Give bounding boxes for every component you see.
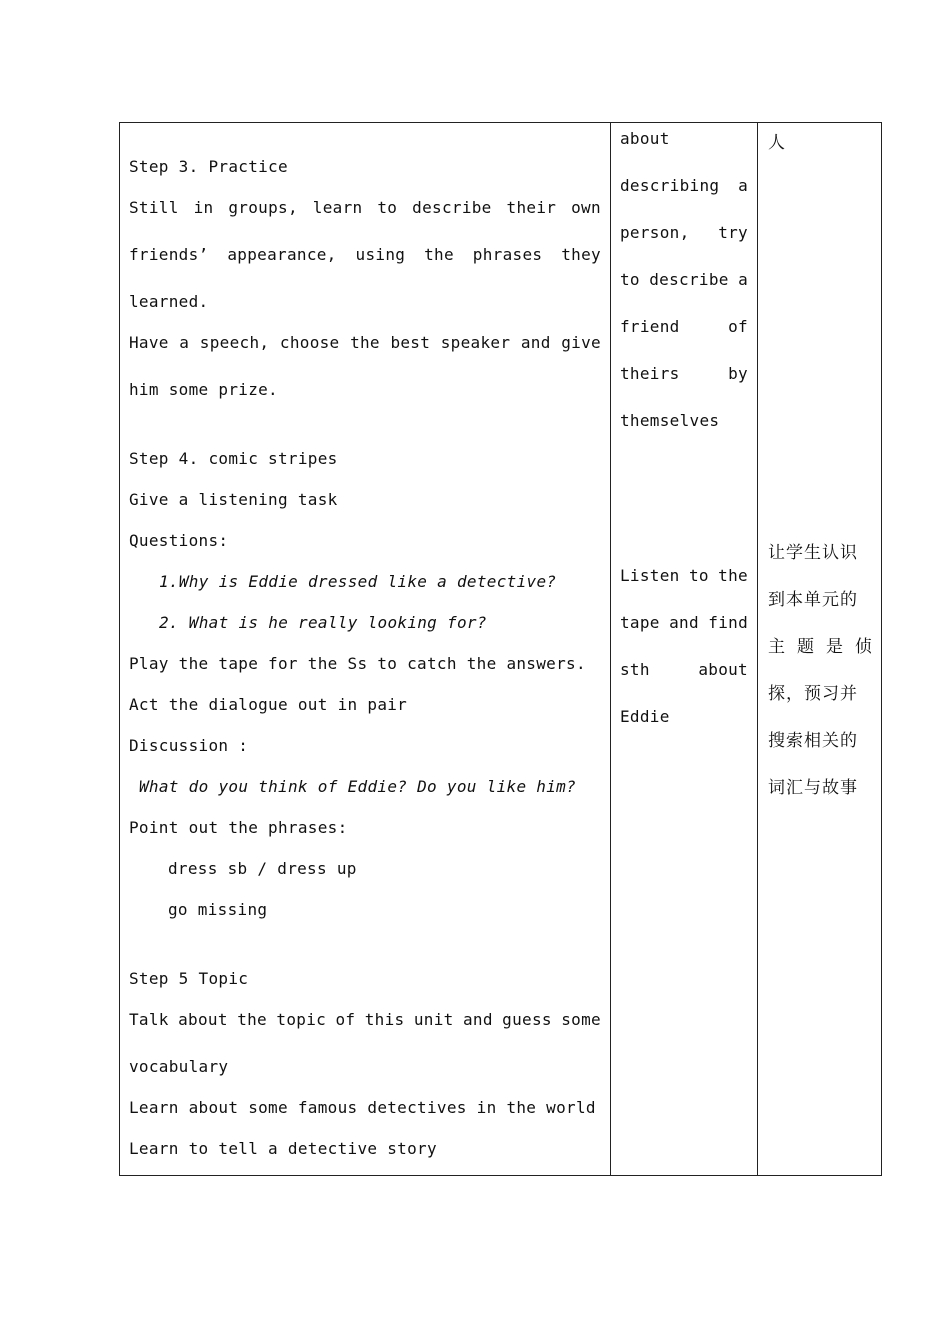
step3-heading: Step 3. Practice xyxy=(129,157,288,176)
discussion-question: What do you think of Eddie? Do you like him? xyxy=(139,777,577,796)
phrases-label: Point out the phrases: xyxy=(129,818,348,837)
activity-text-line: theirs by xyxy=(620,364,748,383)
activity-text-line: themselves xyxy=(620,411,720,430)
activity-text-line: sth about xyxy=(620,660,748,679)
phrase-item: dress sb / dress up xyxy=(168,859,357,878)
intent-text-line: 让学生认识 xyxy=(768,543,858,563)
activity-text-line: describing a xyxy=(620,176,748,195)
step4-text-line: Act the dialogue out in pair xyxy=(129,695,408,714)
activity-text-line: tape and find xyxy=(620,613,748,632)
step5-text-line: Talk about the topic of this unit and guess some xyxy=(129,1010,601,1029)
activity-text-line: to describe a xyxy=(620,270,748,289)
question-2: 2. What is he really looking for? xyxy=(159,613,487,632)
intent-column xyxy=(758,123,881,1175)
step4-heading: Step 4. comic stripes xyxy=(129,449,338,468)
step3-text-line: him some prize. xyxy=(129,380,278,399)
phrase-item: go missing xyxy=(168,900,268,919)
question-1: 1.Why is Eddie dressed like a detective? xyxy=(159,572,557,591)
activity-text-line: Listen to the xyxy=(620,566,748,585)
questions-label: Questions: xyxy=(129,531,229,550)
procedure-column xyxy=(120,123,610,1175)
intent-text-line: 主 题 是 侦 xyxy=(768,637,872,657)
step5-text-line: Learn about some famous detectives in the world xyxy=(129,1098,596,1117)
activity-text-line: friend of xyxy=(620,317,748,336)
intent-text-line: 探，预习并 xyxy=(768,684,858,704)
step5-text-line: vocabulary xyxy=(129,1057,229,1076)
intent-text-line: 人 xyxy=(768,133,786,153)
step3-text-line: Still in groups, learn to describe their own xyxy=(129,198,601,217)
activity-column xyxy=(611,123,757,1175)
activity-text-line: about xyxy=(620,129,670,148)
activity-text-line: Eddie xyxy=(620,707,670,726)
intent-text-line: 词汇与故事 xyxy=(768,778,858,798)
step3-text-line: friends’ appearance, using the phrases they xyxy=(129,245,601,264)
discussion-label: Discussion : xyxy=(129,736,249,755)
step5-text-line: Learn to tell a detective story xyxy=(129,1139,437,1158)
intent-text-line: 搜索相关的 xyxy=(768,731,858,751)
step3-text-line: learned. xyxy=(129,292,209,311)
lesson-plan-table xyxy=(119,122,882,1176)
activity-text-line: person, try xyxy=(620,223,748,242)
step5-heading: Step 5 Topic xyxy=(129,969,249,988)
step4-text-line: Give a listening task xyxy=(129,490,338,509)
step4-text-line: Play the tape for the Ss to catch the answers. xyxy=(129,654,586,673)
step3-text-line: Have a speech, choose the best speaker and give xyxy=(129,333,601,352)
intent-text-line: 到本单元的 xyxy=(768,590,858,610)
